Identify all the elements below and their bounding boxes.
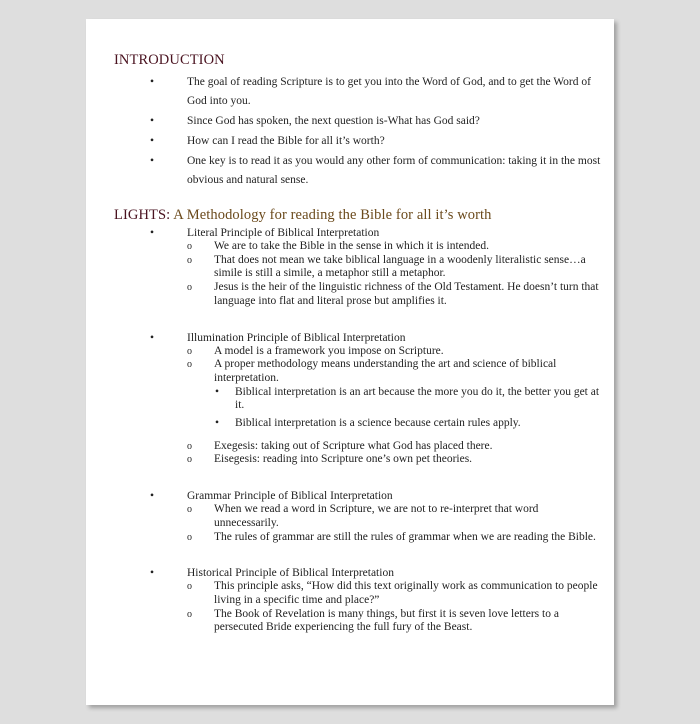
point-list bbox=[187, 503, 606, 544]
list-item: o The rules of grammar are still the rules of grammar when we are reading the Bible. bbox=[187, 530, 596, 543]
introduction-list bbox=[114, 73, 606, 190]
circle-bullet-icon: o bbox=[187, 504, 192, 516]
bullet-icon: • bbox=[150, 135, 155, 147]
point-list bbox=[187, 240, 606, 309]
list-item: o Exegesis: taking out of Scripture what God has placed there. bbox=[187, 439, 493, 452]
principle-title: Literal Principle of Biblical Interpretation bbox=[187, 227, 380, 239]
list-item: o That does not mean we take biblical language in a woodenly literalistic sense…a simile is still a simile, a metaphor still a metaphor. bbox=[187, 253, 586, 280]
principle-title: Historical Principle of Biblical Interpretation bbox=[187, 567, 394, 580]
lights-heading-subtitle: A Methodology for reading the Bible for all it’s worth bbox=[173, 207, 492, 223]
list-item: o The Book of Revelation is many things, but first it is seven love letters to a persecuted Bride experiencing the full fury of the Beast. bbox=[187, 607, 559, 634]
introduction-heading: INTRODUCTION bbox=[114, 52, 225, 68]
list-item: o Eisegesis: reading into Scripture one’s own pet theories. bbox=[187, 453, 473, 466]
lights-heading bbox=[114, 206, 606, 224]
circle-bullet-icon: o bbox=[187, 345, 192, 357]
bullet-icon: • bbox=[150, 227, 155, 239]
principle-grammar bbox=[114, 489, 606, 544]
bullet-icon: • bbox=[215, 385, 220, 398]
list-item: o We are to take the Bible in the sense in which it is intended. bbox=[187, 240, 490, 252]
list-item: o A model is a framework you impose on Scripture. bbox=[187, 344, 444, 357]
list-item: o Jesus is the heir of the linguistic richness of the Old Testament. He doesn’t turn that language into flat and literal prose but amplifies it. bbox=[187, 281, 599, 307]
list-item: • Biblical interpretation is an art because the more you do it, the better you get at it. bbox=[215, 385, 600, 412]
list-item: • One key is to read it as you would any other form of communication: taking it in the most obvious and natural sense. bbox=[114, 152, 606, 190]
document-page bbox=[86, 19, 614, 705]
circle-bullet-icon: o bbox=[187, 440, 192, 452]
circle-bullet-icon: o bbox=[187, 359, 192, 371]
bullet-icon: • bbox=[150, 567, 155, 580]
list-item: o This principle asks, “How did this text originally work as communication to people living in a specific time and place?” bbox=[187, 580, 598, 606]
bullet-icon: • bbox=[150, 155, 155, 167]
subpoint-list bbox=[187, 386, 606, 431]
circle-bullet-icon: o bbox=[187, 454, 192, 466]
circle-bullet-icon: o bbox=[187, 531, 192, 543]
circle-bullet-icon: o bbox=[187, 581, 192, 593]
list-item: o When we read a word in Scripture, we are not to re-interpret that word unnecessarily. bbox=[187, 503, 539, 529]
circle-bullet-icon: o bbox=[187, 254, 192, 266]
list-item: • Since God has spoken, the next question is-What has God said? bbox=[114, 112, 606, 131]
circle-bullet-icon: o bbox=[187, 608, 192, 620]
point-list bbox=[187, 345, 606, 386]
list-item: o A proper methodology means understanding the art and science of biblical interpretation. bbox=[187, 358, 557, 384]
principle-illumination bbox=[114, 331, 606, 468]
list-item: • How can I read the Bible for all it’s worth? bbox=[114, 132, 606, 151]
circle-bullet-icon: o bbox=[187, 282, 192, 294]
point-list bbox=[187, 580, 606, 635]
bullet-icon: • bbox=[150, 115, 155, 127]
list-item: • Biblical interpretation is a science because certain rules apply. bbox=[215, 417, 521, 430]
list-item: • The goal of reading Scripture is to get you into the Word of God, and to get the Word of God into you. bbox=[114, 73, 606, 111]
bullet-icon: • bbox=[150, 490, 155, 503]
principle-historical bbox=[114, 566, 606, 635]
principle-title: Illumination Principle of Biblical Interpretation bbox=[187, 331, 406, 344]
bullet-icon: • bbox=[150, 76, 155, 88]
lights-heading-prefix: LIGHTS: bbox=[114, 207, 174, 223]
principle-title: Grammar Principle of Biblical Interpretation bbox=[187, 490, 393, 503]
point-list bbox=[187, 440, 606, 467]
bullet-icon: • bbox=[150, 331, 155, 344]
principle-literal bbox=[114, 226, 606, 309]
circle-bullet-icon: o bbox=[187, 241, 192, 252]
bullet-icon: • bbox=[215, 417, 220, 430]
document-content bbox=[114, 51, 606, 657]
principles-list bbox=[114, 226, 606, 635]
